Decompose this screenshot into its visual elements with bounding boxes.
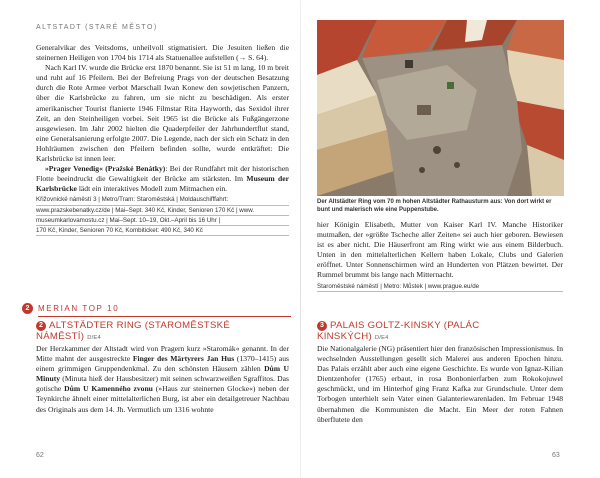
paragraph: Generalvikar des Veitsdoms, unheilvoll stigmatisiert. Die Jesuiten ließen die steinernen Heiligen von 1704 bis 1714 als Statuenallee aufstellen (→ S. 64). [36, 43, 289, 63]
info-line: museumkarlovamostu.cz | Mai–Sept. 10–19, Okt.–April bis 16 Uhr | [36, 216, 289, 226]
merian-top10-header [22, 302, 292, 316]
entry2-text [36, 344, 289, 415]
entry-number-badge: 2 [36, 321, 46, 331]
entry-title-cont: NÁMĚSTÍ) [36, 331, 85, 342]
paragraph: Die Nationalgalerie (NG) präsentiert hier den französischen Impressionismus. In wechselnden Ausstellungen gesellt sich Malerei aus anderen Epochen hinzu. Das Palais erzählt aber auch eine eigene Geschichte. Es wurde von Ignaz-Kilian Dientzenhofer (1765) erbaut, in rosa Bonbonierfarben zum Rokokojuwel geschmückt, und im Hinterhof ging Franz Kafka zur Grundschule. Unter dem Torbogen unterhielt sein Vater einen Galanteriewarenladen. Im Februar 1948 übernahmen die Kommunisten die Macht. Ein Meer der roten Fahnen überflutete den [317, 344, 563, 424]
photo-caption: Der Altstädter Ring vom 70 m hohen Altstädter Rathausturm aus: Von dort wirkt er bunt und malerisch wie eine Puppenstube. [317, 199, 552, 214]
entry-number-badge: 3 [317, 321, 327, 331]
paragraph [36, 164, 289, 194]
map-reference: D/E4 [87, 335, 101, 341]
text-run: (1370–1415) aus einem grimmigen Gruppendenkmal. Zu den schönsten Häusern zählen [36, 354, 289, 374]
info-line: Staroměstské náměstí | Metro: Můstek | www.prague.eu/de [317, 282, 563, 292]
page-number-right: 63 [552, 452, 560, 459]
entry-heading-3 [317, 320, 563, 344]
info-line: www.prazskebenatky.cz/de | Mai–Sept. 340 Kč, Kinder, Senioren 170 Kč | www. [36, 206, 289, 216]
bold-term: Dům U Minuty [36, 364, 289, 384]
text-run: : Bei der Rundfahrt mit der historischen Flotte beeindruckt die Gewaltigkeit der Brücke am stärksten. Im [36, 164, 289, 184]
entry-title: PALAIS GOLTZ-KINSKY (PALÁC [330, 320, 480, 331]
bold-term: Finger des Märtyrers Jan Hus [132, 354, 235, 364]
merian-label: MERIAN TOP 10 [38, 304, 120, 313]
bold-term: Museum der Karlsbrücke [36, 174, 289, 194]
entry-title-cont: KINSKÝCH) [317, 331, 372, 342]
photo-illustration [317, 20, 564, 196]
merian-badge: 2 [22, 303, 33, 314]
text-run: Der Herzkammer der Altstadt wird von Pragern kurz »Staromák« genannt. In der Mitte mahnt der ausgestreckte [36, 344, 289, 364]
info-line: 170 Kč, Kinder, Senioren 70 Kč, Kombiticket: 490 Kč, 340 Kč [36, 226, 289, 236]
text-run: (Minuta hieß der Hausbesitzer) mit seinen schwarzweißen Sgraffitos. Das gotische [36, 374, 289, 394]
info-box [317, 282, 563, 292]
text-run: lädt ein interaktives Modell zum Mitmachen ein. [76, 184, 228, 194]
info-line: Křižovnické náměstí 3 | Metro/Tram: Staroměstská | Moldauschifffahrt: [36, 195, 289, 205]
left-column-text [36, 43, 289, 236]
entry3-text [317, 344, 563, 425]
gutter [300, 0, 301, 478]
page-number-left: 62 [36, 452, 44, 459]
right-column-text [317, 220, 563, 292]
old-town-square-photo [317, 20, 564, 196]
info-box [36, 195, 289, 236]
entry-title: ALTSTÄDTER RING (STAROMĚSTSKÉ [49, 320, 231, 331]
bold-term: Dům U Kamenného zvonu [64, 384, 153, 394]
text-run: (»Haus zur steinernen Glocke«) neben der Teynkirche ähnelt einer mittelalterlichen Burg, ist aber ein detailgetreuer Nachbau des Originals aus dem 14. Jh. Vermutlich um 1316 wohnte [36, 384, 289, 414]
paragraph [36, 344, 289, 415]
entry-heading-2 [36, 320, 289, 344]
running-head: ALTSTADT (STARÉ MĚSTO) [36, 24, 158, 31]
bold-term: »Prager Venedig« (Pražské Benátky) [45, 164, 166, 174]
divider [38, 316, 291, 317]
map-reference: D/E4 [374, 335, 389, 341]
paragraph: Nach Karl IV. wurde die Brücke erst 1870 benannt. Sie ist 51 m lang, 10 m breit und ruht auf 16 Pfeilern. Bei der Befreiung Prags von der deutschen Besatzung durch die Rote Armee verbot Marschall Iwan Konew den sowjetischen Panzern, über die Karlsbrücke zu fahren, um sie nicht zu beschädigen. Als erster amerikanischer Tourist flanierte 1946 Filmstar Rita Hayworth, das Sexidol ihrer Zeit, an den Steinheiligen vorbei. Seit 1965 ist die Brücke als Fußgängerzone ausgewiesen. Im Jahr 2002 hielten die Quaderpfeiler der Jahrhundertflut stand, eine Generalsanierung erfolgte 2007. Die Legende, nach der sich ein Schatz in den Hohlräumen zwischen den Pfeilern befinden sollte, wurde entkräftet: Die Karlsbrücke ist innen leer. [36, 63, 289, 164]
paragraph: hier Königin Elisabeth, Mutter von Kaiser Karl IV. Manche Historiker mutmaßen, der »größte Tscheche aller Zeiten« sei auch hier geboren. Bewiesen ist es aber nicht. Die Häuserfront am Ring wirkt wie aus einem Bilderbuch. Unten in den mittelalterlichen Kellern haben Lokale, Clubs und Galerien eröffnet. Unter Sonnenschirmen wird an Hunderten von Plätzen bewirtet. Der Rummel brummt bis lange nach Mitternacht. [317, 220, 563, 280]
